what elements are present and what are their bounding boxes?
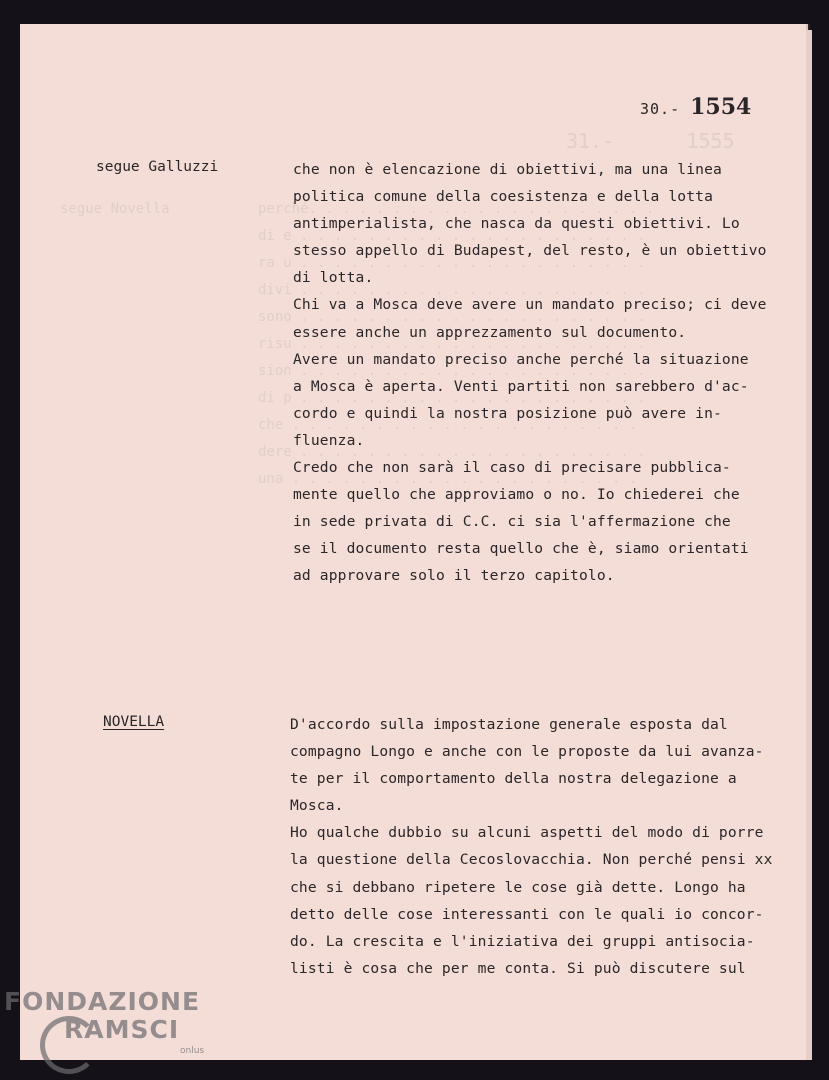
bleed-through-speaker: segue Novella <box>60 201 170 217</box>
text-line: che si debbano ripetere le cose già dette. Longo ha <box>290 878 746 896</box>
text-line: compagno Longo e anche con le proposte da lui avanza- <box>290 743 764 761</box>
page-edge <box>806 30 812 1060</box>
text-line: ad approvare solo il terzo capitolo. <box>293 567 615 585</box>
speaker-label: NOVELLA <box>103 714 165 730</box>
text-line: di lotta. <box>293 269 374 287</box>
text-line: Avere un mandato preciso anche perché la situazione <box>293 350 749 368</box>
text-line: te per il comportamento della nostra delegazione a <box>290 770 737 788</box>
text-line: listi è cosa che per me conta. Si può discutere sul <box>290 959 746 977</box>
page-number <box>640 94 751 120</box>
page-number-archive: 1554 <box>690 94 752 120</box>
text-line: in sede privata di C.C. ci sia l'affermazione che <box>293 513 731 531</box>
speech-block <box>290 711 773 982</box>
text-line: essere anche un apprezzamento sul documento. <box>293 323 687 341</box>
fondazione-gramsci-watermark <box>4 987 205 1056</box>
watermark-line1: FONDAZIONE <box>4 987 201 1016</box>
text-line: fluenza. <box>293 431 365 449</box>
text-line: Mosca. <box>290 797 344 815</box>
text-line: antimperialista, che nasca da questi obiettivi. Lo <box>293 215 740 233</box>
text-line: stesso appello di Budapest, del resto, è un obiettivo <box>293 242 767 260</box>
text-line: politica comune della coesistenza e della lotta <box>293 188 714 206</box>
text-line: se il documento resta quello che è, siamo orientati <box>293 540 749 558</box>
text-line: Chi va a Mosca deve avere un mandato preciso; ci deve <box>293 296 767 314</box>
text-line: la questione della Cecoslovacchia. Non perché pensi xx <box>290 851 773 869</box>
page-number-small: 30.- <box>640 100 681 118</box>
watermark-sub: onlus <box>180 1046 205 1056</box>
text-line: Credo che non sarà il caso di precisare pubblica- <box>293 459 731 477</box>
watermark-line2: RAMSCI <box>64 1015 180 1044</box>
text-line: a Mosca è aperta. Venti partiti non sarebbero d'ac- <box>293 377 749 395</box>
text-line: do. La crescita e l'iniziativa dei gruppi antisocia- <box>290 932 755 950</box>
text-line: cordo e quindi la nostra posizione può avere in- <box>293 404 722 422</box>
watermark-g-icon <box>40 1016 98 1074</box>
text-line: detto delle cose interessanti con le quali io concor- <box>290 905 764 923</box>
speaker-label: segue Galluzzi <box>96 159 219 175</box>
text-line: mente quello che approviamo o no. Io chiederei che <box>293 486 740 504</box>
bleed-through-number: 31.- 1555 <box>566 129 735 153</box>
speech-block <box>293 156 767 590</box>
bleed-through-text: perché. . . . . . . . . . . . . . . . . . . . . di e . . . . . . . . . . . . . . . . . . . . . ra u . . . . . . . . . . . . . . . . . . . . . divi . . . . . . . . . . . . . . . . . . . . . sono . . . . . . . . . . . . . . . . . . . . . risu . . . . . . . . . . . . . . . . . . . . . sion . . . . . . . . . . . . . . . . . . . . . di p . . . . . . . . . . . . . . . . . . . . . che . . . . . . . . . . . . . . . . . . . . . dere . . . . . . . . . . . . . . . . . . . . . una . . . . . . . . . . . . . . . . . . . . . <box>258 201 655 487</box>
text-line: che non è elencazione di obiettivi, ma una linea <box>293 161 722 178</box>
text-line: D'accordo sulla impostazione generale esposta dal <box>290 716 728 733</box>
text-line: Ho qualche dubbio su alcuni aspetti del modo di porre <box>290 824 764 842</box>
